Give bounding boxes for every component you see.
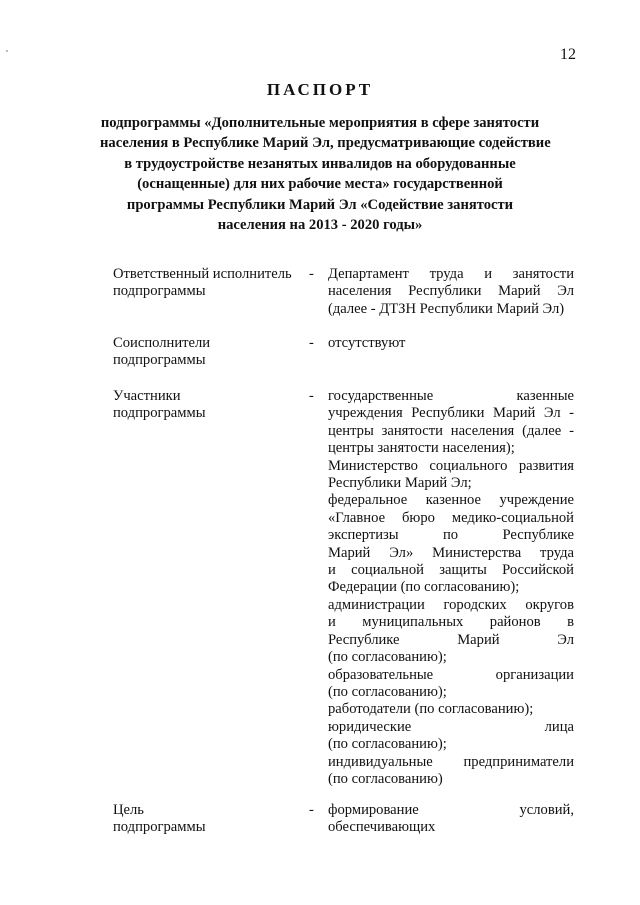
value-line: работодатели (по согласованию);: [328, 701, 534, 718]
subtitle-line: (оснащенные) для них рабочие места» государственной: [137, 176, 503, 193]
value-line: администрации городских округов: [328, 596, 574, 613]
value-line: «Главное бюро медико-социальной: [328, 509, 574, 526]
value-line: федеральное казенное учреждение: [328, 492, 574, 509]
row-label: [113, 266, 303, 301]
page-number: 12: [560, 46, 576, 63]
value-line: Федерации (по согласованию);: [328, 579, 520, 596]
scan-artifact: [6, 50, 8, 52]
subtitle-line: в трудоустройстве незанятых инвалидов на оборудованные: [124, 155, 516, 172]
value-line: центры занятости населения);: [328, 440, 515, 457]
row-value: [328, 266, 574, 318]
row-label: [113, 388, 303, 423]
value-line: Республике Марий Эл: [328, 631, 574, 648]
value-line: центры занятости населения (далее -: [328, 422, 574, 439]
subtitle-line: населения в Республике Марий Эл, предусматривающие содействие: [100, 135, 551, 152]
value-line: юридические лица: [328, 718, 574, 735]
row-value: [328, 388, 574, 788]
subtitle-line: населения на 2013 - 2020 годы»: [217, 217, 423, 234]
value-line: и муниципальных районов в: [328, 614, 574, 631]
row-value: [328, 802, 574, 837]
value-line: Республики Марий Эл;: [328, 475, 472, 492]
document-title: ПАСПОРТ: [266, 80, 374, 99]
label-line: Цель: [113, 802, 144, 818]
value-line: отсутствуют: [328, 335, 406, 351]
document-subtitle: [100, 113, 551, 235]
value-line: Министерство социального развития: [328, 457, 574, 474]
value-line: (по согласованию): [328, 770, 443, 787]
value-line: Марий Эл» Министерства труда: [328, 544, 574, 561]
value-line: населения Республики Марий Эл: [328, 283, 574, 300]
value-line: и социальной защиты Российской: [328, 562, 574, 579]
label-line: Соисполнители: [113, 335, 211, 351]
subtitle-line: программы Республики Марий Эл «Содействие занятости: [126, 196, 514, 213]
value-line: (по согласованию);: [328, 649, 447, 666]
label-line: подпрограммы: [113, 819, 206, 836]
row-label: [113, 802, 303, 837]
row-dash: -: [309, 388, 314, 404]
value-line: государственные казенные: [328, 388, 574, 404]
row-value: [328, 335, 574, 352]
label-line: подпрограммы: [113, 405, 206, 422]
subtitle-line: подпрограммы «Дополнительные мероприятия в сфере занятости: [100, 115, 540, 131]
row-dash: -: [309, 266, 314, 282]
value-line: (по согласованию);: [328, 736, 447, 753]
label-line: подпрограммы: [113, 352, 206, 369]
value-line: экспертизы по Республике: [328, 527, 574, 544]
row-dash: -: [309, 802, 314, 818]
value-line: обеспечивающих: [328, 819, 436, 836]
value-line: образовательные организации: [328, 666, 574, 683]
value-line: формирование условий,: [328, 802, 574, 818]
row-label: [113, 335, 303, 370]
row-dash: -: [309, 335, 314, 351]
value-line: (далее - ДТЗН Республики Марий Эл): [328, 300, 565, 317]
label-line: подпрограммы: [113, 283, 206, 300]
label-line: Ответственный исполнитель: [113, 266, 292, 282]
value-line: индивидуальные предприниматели: [328, 753, 574, 770]
value-line: (по согласованию);: [328, 683, 447, 700]
value-line: учреждения Республики Марий Эл -: [328, 405, 574, 422]
value-line: Департамент труда и занятости: [328, 266, 574, 282]
label-line: Участники: [113, 388, 181, 404]
